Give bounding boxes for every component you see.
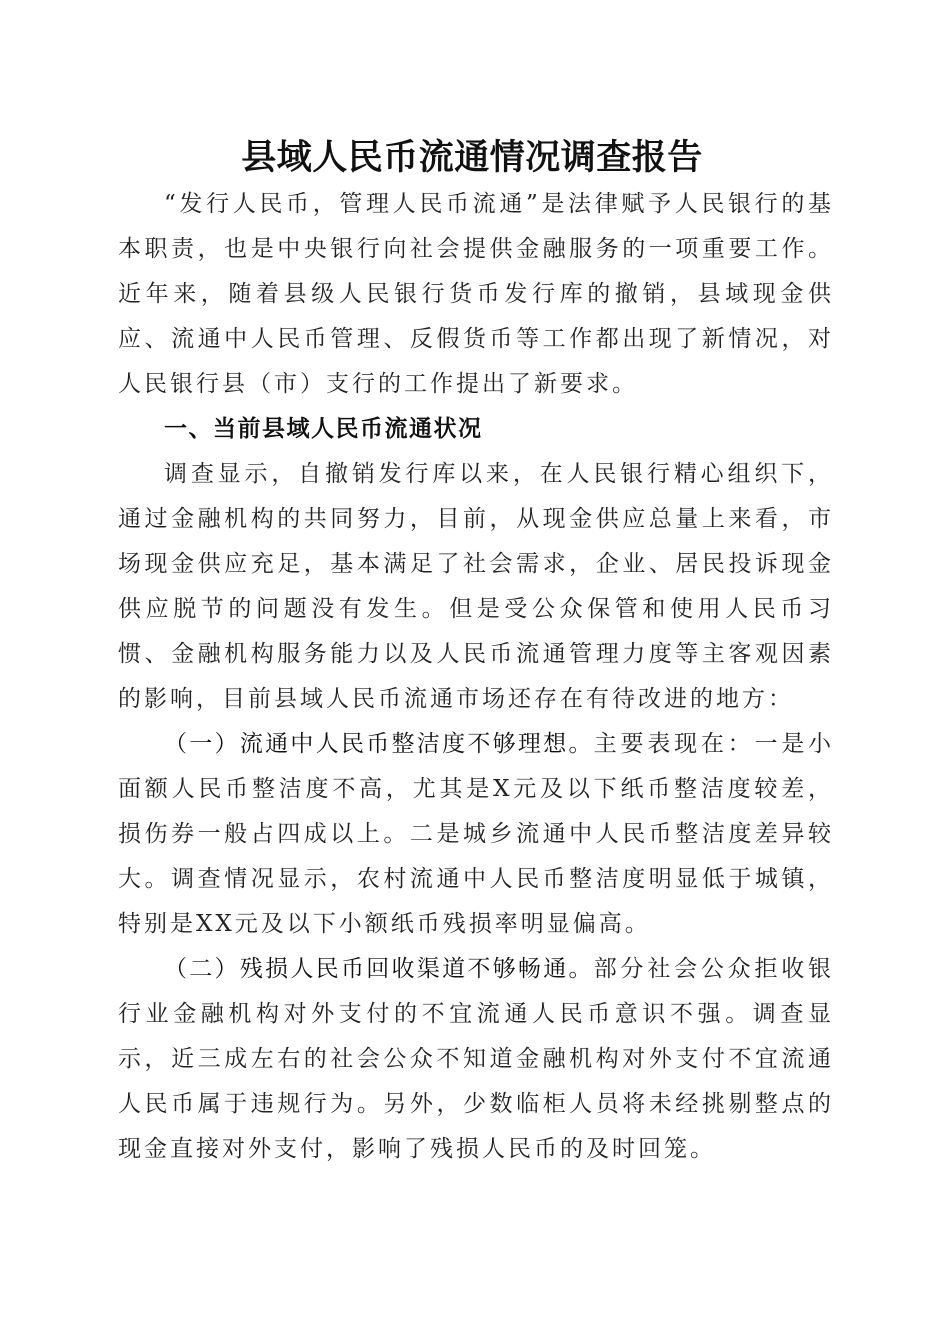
point-one-lead: （一）流通中人民币整洁度不够理想。 (164, 731, 594, 757)
intro-paragraph: “发行人民币，管理人民币流通”是法律赋予人民银行的基本职责，也是中央银行向社会提供金融服务的一项重要工作。近年来，随着县级人民银行货币发行库的撤销，县域现金供应、流通中人民币管理、反假货币等工作都出现了新情况，对人民银行县（市）支行的工作提出了新要求。 (118, 191, 834, 397)
section-heading: 一、当前县域人民币流通状况 (164, 416, 483, 442)
point-two-text: 部分社会公众拒收银行业金融机构对外支付的不宜流通人民币意识不强。调查显示，近三成左右的社会公众不知道金融机构对外支付不宜流通人民币属于违规行为。另外，少数临柜人员将未经挑剔整点的现金直接对外支付，影响了残损人民币的及时回笼。 (118, 956, 835, 1162)
point-one-text: 主要表现在：一是小面额人民币整洁度不高，尤其是X元及以下纸币整洁度较差，损伤券一般占四成以上。二是城乡流通中人民币整洁度差异较大。调查情况显示，农村流通中人民币整洁度明显低于城镇，特别是XX元及以下小额纸币残损率明显偏高。 (118, 731, 835, 937)
document-body (118, 182, 834, 1172)
point-one-paragraph (118, 722, 834, 947)
section-paragraph: 调查显示，自撤销发行库以来，在人民银行精心组织下，通过金融机构的共同努力，目前，从现金供应总量上来看，市场现金供应充足，基本满足了社会需求，企业、居民投诉现金供应脱节的问题没有发生。但是受公众保管和使用人民币习惯、金融机构服务能力以及人民币流通管理力度等主客观因素的影响，目前县域人民币流通市场还存在有待改进的地方： (118, 461, 834, 712)
point-two-paragraph (118, 947, 834, 1172)
document-title: 县域人民币流通情况调查报告 (241, 137, 703, 178)
point-two-lead: （二）残损人民币回收渠道不够畅通。 (164, 956, 594, 982)
